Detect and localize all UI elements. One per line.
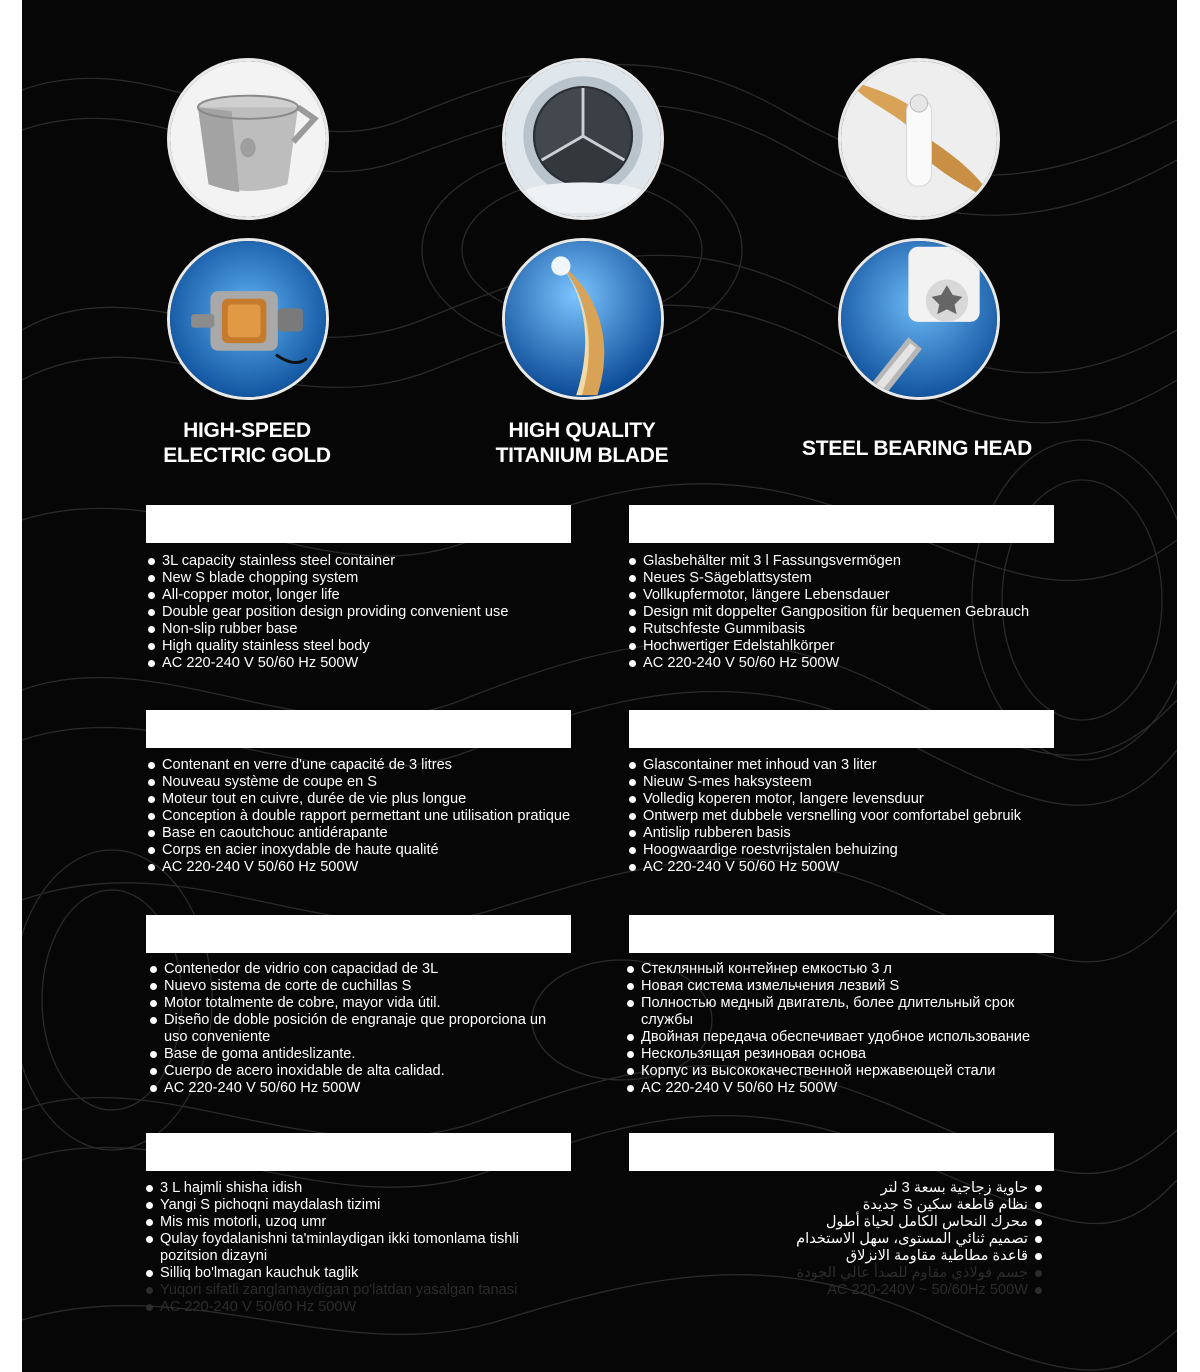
spec-item: حاوية زجاجية بسعة 3 لتر [782,1180,1044,1197]
spec-item: AC 220-240 V 50/60 Hz 500W [627,859,1067,876]
gold-s-blade-icon [841,61,997,217]
language-header-bar-russian [629,915,1054,953]
motor-feature-circle [167,238,329,400]
feature-title-bearing [792,436,1042,461]
language-header-bar-english [146,505,571,543]
spec-list-spanish [148,961,568,1097]
spec-item: Base de goma antideslizante. [148,1046,568,1063]
spec-item: قاعدة مطاطية مقاومة الانزلاق [782,1248,1044,1265]
spec-item: All-copper motor, longer life [146,587,576,604]
spec-list-uzbek [144,1180,544,1316]
spec-item: Yuqori sifatli zanglamaydigan po'latdan yasalgan tanasi [144,1282,544,1299]
motor-icon [170,241,326,397]
spec-item: محرك النحاس الكامل لحياة أطول [782,1214,1044,1231]
spec-item: Корпус из высококачественной нержавеющей стали [625,1063,1050,1080]
spec-list-english [146,553,576,672]
spec-list-russian [625,961,1050,1097]
spec-item: Двойная передача обеспечивает удобное использование [625,1029,1050,1046]
spec-item: High quality stainless steel body [146,638,576,655]
spec-item: Design mit doppelter Gangposition für bequemen Gebrauch [627,604,1057,621]
spec-item: Corps en acier inoxydable de haute qualité [146,842,586,859]
spec-item: AC 220-240 V 50/60 Hz 500W [148,1080,568,1097]
stainless-steel-bowl-icon [170,61,326,217]
spec-item: Rutschfeste Gummibasis [627,621,1057,638]
feature-title-line: ELECTRIC GOLD [163,444,331,467]
feature-title-motor [152,418,342,468]
spec-item: Nuevo sistema de corte de cuchillas S [148,978,568,995]
feature-title-line: TITANIUM BLADE [495,444,669,467]
spec-item: Yangi S pichoqni maydalash tizimi [144,1197,544,1214]
spec-item: Ontwerp met dubbele versnelling voor comfortabel gebruik [627,808,1067,825]
gold-s-blade-photo [838,58,1000,220]
feature-title-line: HIGH-SPEED [183,419,311,442]
spec-item: Новая система измельчения лезвий S [625,978,1050,995]
control-buttons-icon [505,61,661,217]
spec-item: Glascontainer met inhoud van 3 liter [627,757,1067,774]
spec-item: Hoogwaardige roestvrijstalen behuizing [627,842,1067,859]
spec-item: Conception à double rapport permettant une utilisation pratique [146,808,586,825]
spec-item: Contenant en verre d'une capacité de 3 litres [146,757,586,774]
spec-item: تصميم ثنائي المستوى، سهل الاستخدام [782,1231,1044,1248]
spec-item: Qulay foydalanishni ta'minlaydigan ikki tomonlama tishli pozitsion dizayni [144,1231,544,1265]
feature-title-line: STEEL BEARING HEAD [802,437,1032,460]
feature-title-blade [482,418,682,468]
spec-item: نظام قاطعة سكين S جديدة [782,1197,1044,1214]
spec-list-french [146,757,586,876]
spec-item: 3L capacity stainless steel container [146,553,576,570]
spec-item: Nieuw S-mes haksysteem [627,774,1067,791]
spec-item: Стеклянный контейнер емкостью 3 л [625,961,1050,978]
spec-item: Diseño de doble posición de engranaje que proporciona un uso conveniente [148,1012,568,1046]
titanium-blade-icon [505,241,661,397]
language-header-bar-dutch [629,710,1054,748]
spec-item: Neues S-Sägeblattsystem [627,570,1057,587]
spec-item: AC 220-240 V 50/60 Hz 500W [146,655,576,672]
spec-item: Non-slip rubber base [146,621,576,638]
steel-bearing-head-icon [841,241,997,397]
language-header-bar-arabic [629,1133,1054,1171]
spec-item: Cuerpo de acero inoxidable de alta calidad. [148,1063,568,1080]
spec-item: Moteur tout en cuivre, durée de vie plus longue [146,791,586,808]
spec-item: Vollkupfermotor, längere Lebensdauer [627,587,1057,604]
spec-item: Nouveau système de coupe en S [146,774,586,791]
spec-item: Hochwertiger Edelstahlkörper [627,638,1057,655]
spec-item: Contenedor de vidrio con capacidad de 3L [148,961,568,978]
stainless-steel-bowl-photo [167,58,329,220]
spec-item: Motor totalmente de cobre, mayor vida útil. [148,995,568,1012]
product-spec-sheet [22,0,1177,1372]
language-header-bar-spanish [146,915,571,953]
language-header-bar-german [629,505,1054,543]
spec-list-dutch [627,757,1067,876]
spec-list-german [627,553,1057,672]
spec-item: جسم فولاذي مقاوم للصدأ عالي الجودة [782,1265,1044,1282]
feature-title-line: HIGH QUALITY [508,419,656,442]
blade-feature-circle [502,238,664,400]
spec-item: AC 220-240V ~ 50/60Hz 500W [782,1282,1044,1299]
spec-item: Base en caoutchouc antidérapante [146,825,586,842]
spec-item: Antislip rubberen basis [627,825,1067,842]
spec-item: Glasbehälter mit 3 l Fassungsvermögen [627,553,1057,570]
spec-item: Полностью медный двигатель, более длительный срок службы [625,995,1050,1029]
spec-item: Нескользящая резиновая основа [625,1046,1050,1063]
language-header-bar-french [146,710,571,748]
spec-item: New S blade chopping system [146,570,576,587]
spec-item: 3 L hajmli shisha idish [144,1180,544,1197]
spec-item: AC 220-240 V 50/60 Hz 500W [144,1299,544,1316]
bearing-feature-circle [838,238,1000,400]
spec-item: Volledig koperen motor, langere levensduur [627,791,1067,808]
spec-list-arabic [782,1180,1044,1299]
spec-item: Double gear position design providing convenient use [146,604,576,621]
spec-item: AC 220-240 V 50/60 Hz 500W [146,859,586,876]
language-header-bar-uzbek [146,1133,571,1171]
spec-item: Mis mis motorli, uzoq umr [144,1214,544,1231]
spec-item: AC 220-240 V 50/60 Hz 500W [627,655,1057,672]
control-buttons-photo [502,58,664,220]
spec-item: AC 220-240 V 50/60 Hz 500W [625,1080,1050,1097]
spec-item: Silliq bo'lmagan kauchuk taglik [144,1265,544,1282]
